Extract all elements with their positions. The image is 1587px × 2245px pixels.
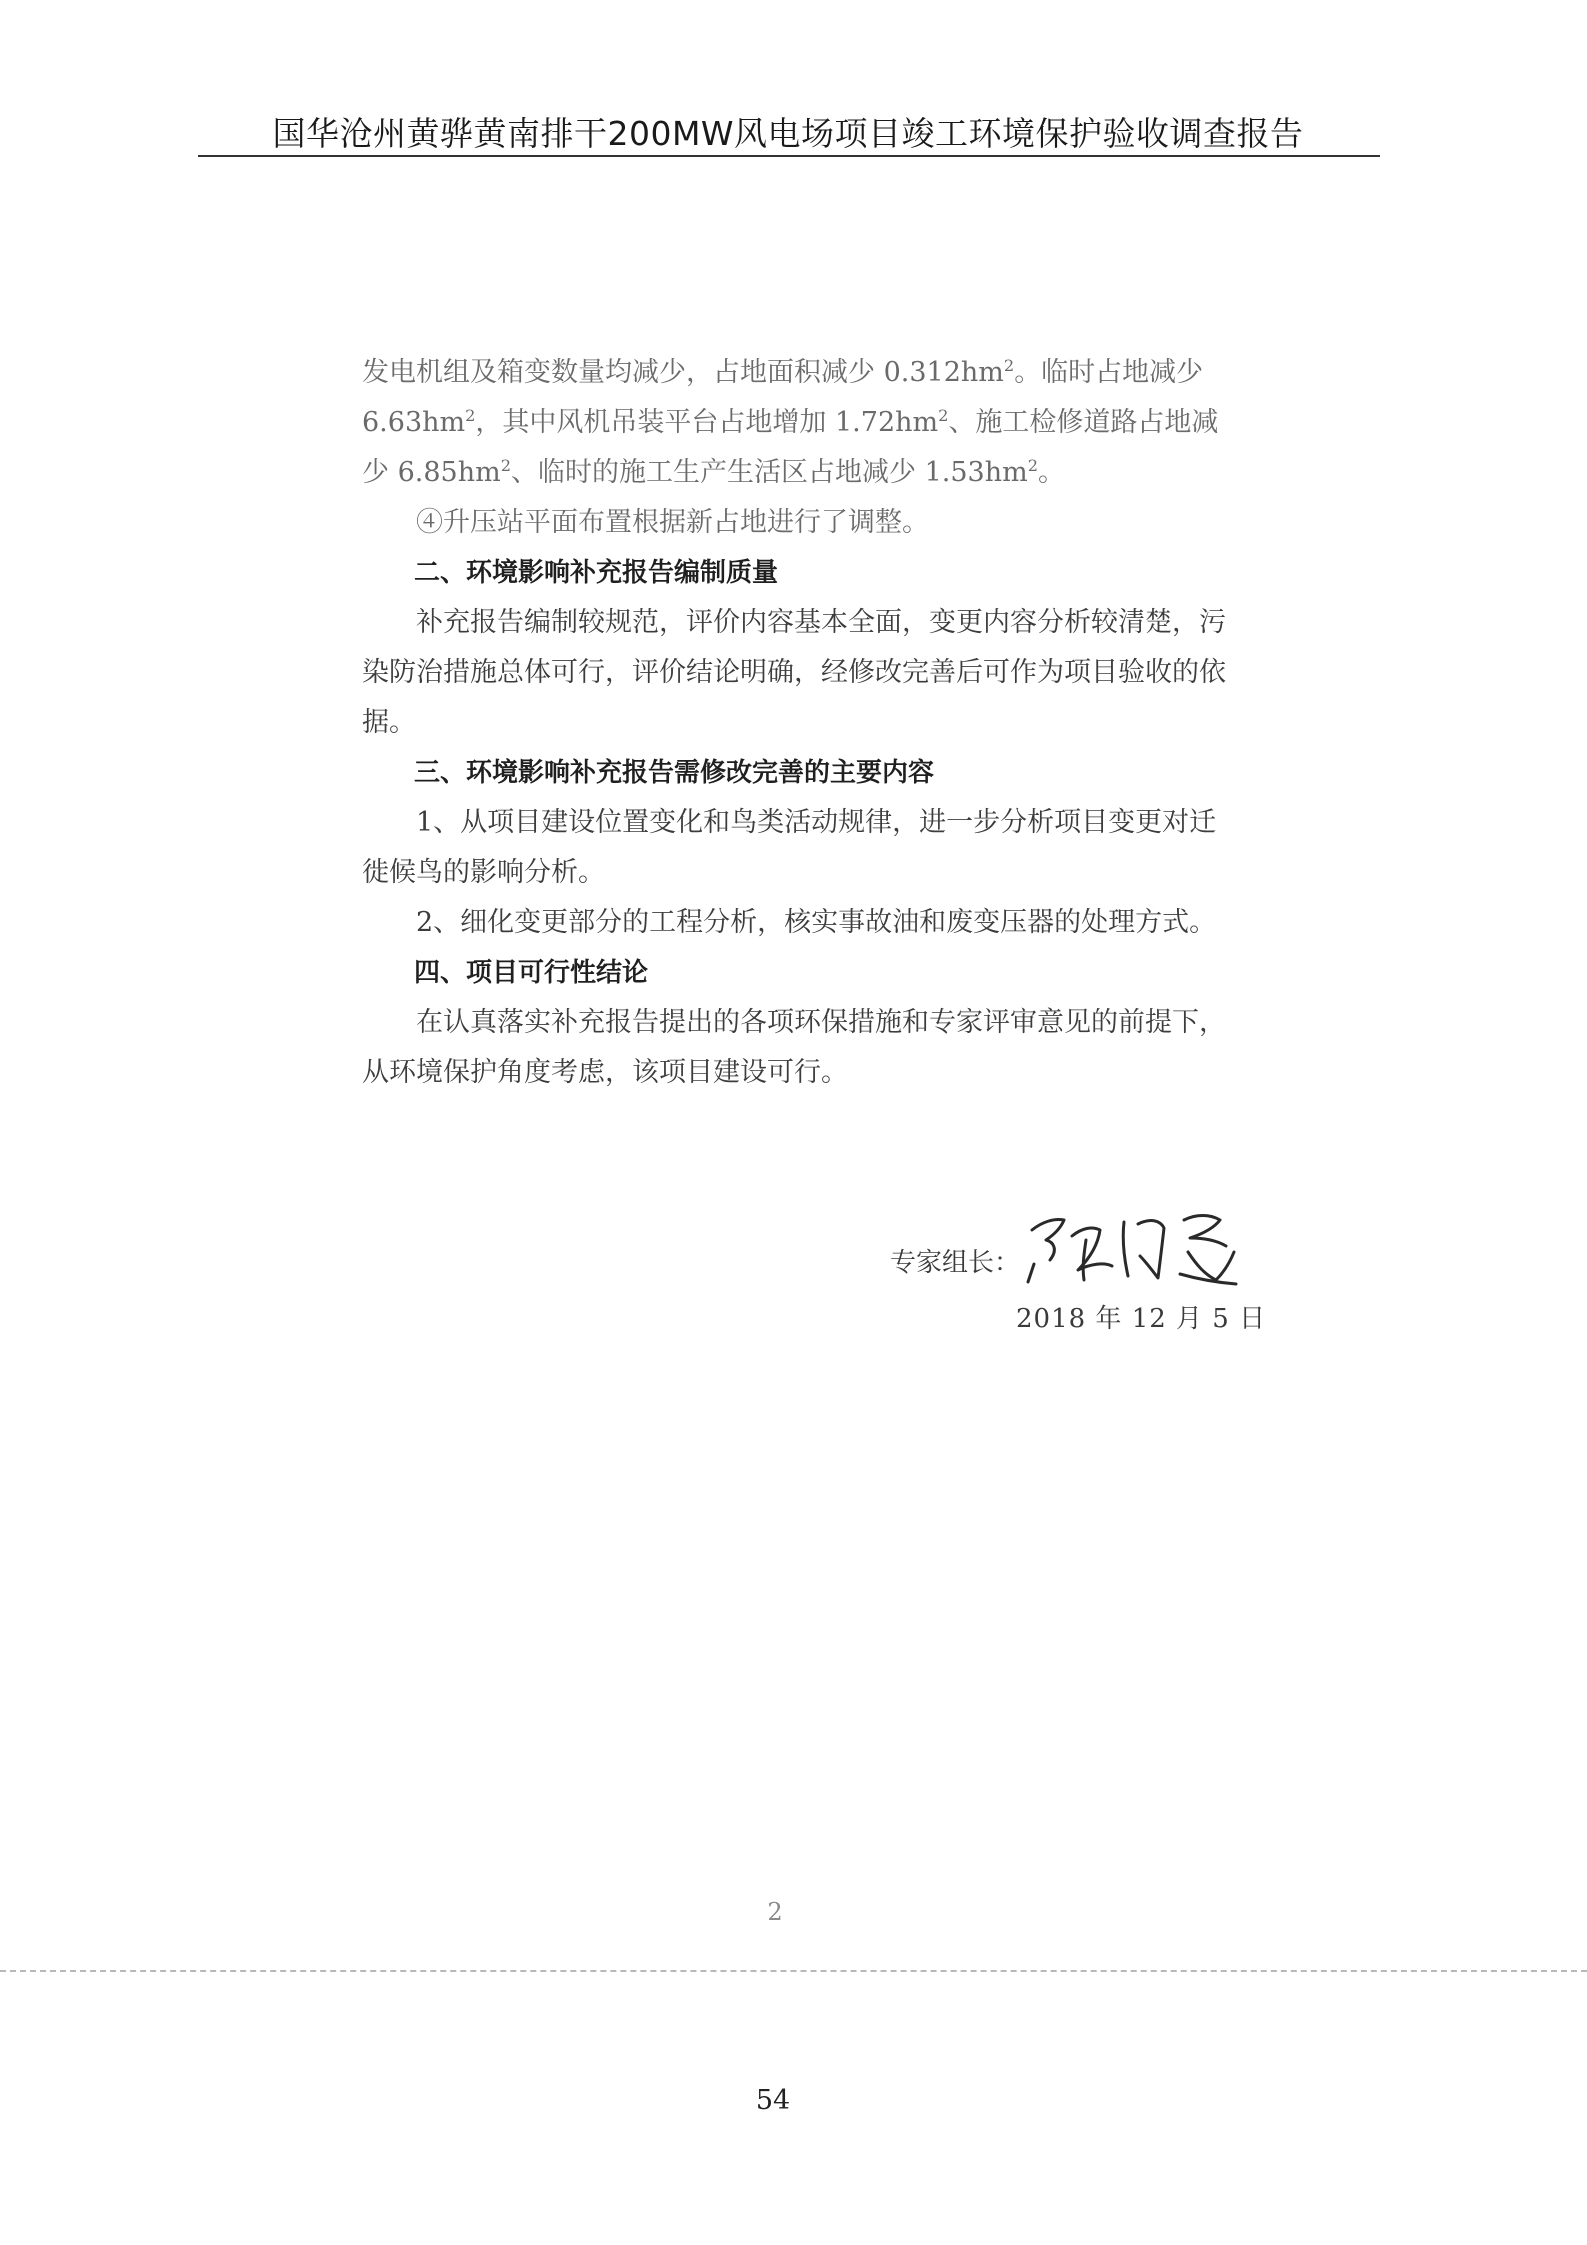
body-text (362, 348, 1232, 1098)
page-header: 国华沧州黄骅黄南排干200MW风电场项目竣工环境保护验收调查报告 (272, 114, 1304, 153)
paragraph-quality: 补充报告编制较规范，评价内容基本全面，变更内容分析较清楚，污染防治措施总体可行，评价结论明确，经修改完善后可作为项目验收的依据。 (362, 607, 1226, 738)
list-item-revision-1: 1、从项目建设位置变化和鸟类活动规律，进一步分析项目变更对迁徙候鸟的影响分析。 (362, 807, 1217, 888)
section-heading-quality: 二、环境影响补充报告编制质量 (414, 558, 779, 588)
text-segment: 、临时的施工生产生活区占地减少 1.53hm (511, 457, 1028, 488)
superscript: 2 (1003, 356, 1015, 375)
scan-edge-line (0, 1970, 1587, 1972)
list-item-revision-2: 2、细化变更部分的工程分析，核实事故油和废变压器的处理方式。 (416, 907, 1217, 938)
text-segment: 、施工检修道路占地减少 6.85hm (362, 407, 1219, 488)
handwritten-signature (1020, 1200, 1245, 1290)
signature-date: 2018 年 12 月 5 日 (1016, 1304, 1267, 1334)
section-heading-conclusion: 四、项目可行性结论 (414, 958, 649, 988)
text-segment: 发电机组及箱变数量均减少，占地面积减少 0.312hm (362, 357, 1004, 388)
header-rule (198, 155, 1380, 157)
text-segment: ，其中风机吊装平台占地增加 1.72hm (475, 407, 939, 438)
superscript: 2 (500, 456, 512, 475)
superscript: 2 (1027, 456, 1039, 475)
signature-label: 专家组长： (890, 1248, 1021, 1278)
page-number: 54 (755, 2085, 791, 2116)
paragraph-conclusion: 在认真落实补充报告提出的各项环保措施和专家评审意见的前提下，从环境保护角度考虑，该项目建设可行。 (362, 1007, 1226, 1088)
superscript: 2 (938, 406, 949, 425)
text-segment: 。 (1038, 457, 1066, 488)
text-segment: 。临时占地减少 6.63hm (362, 357, 1204, 438)
paragraph-booster-station: ④升压站平面布置根据新占地进行了调整。 (416, 507, 929, 538)
paragraph-land-change (362, 348, 1232, 498)
inner-page-number: 2 (767, 1898, 783, 1926)
section-heading-revisions: 三、环境影响补充报告需修改完善的主要内容 (414, 758, 935, 788)
superscript: 2 (465, 406, 476, 425)
